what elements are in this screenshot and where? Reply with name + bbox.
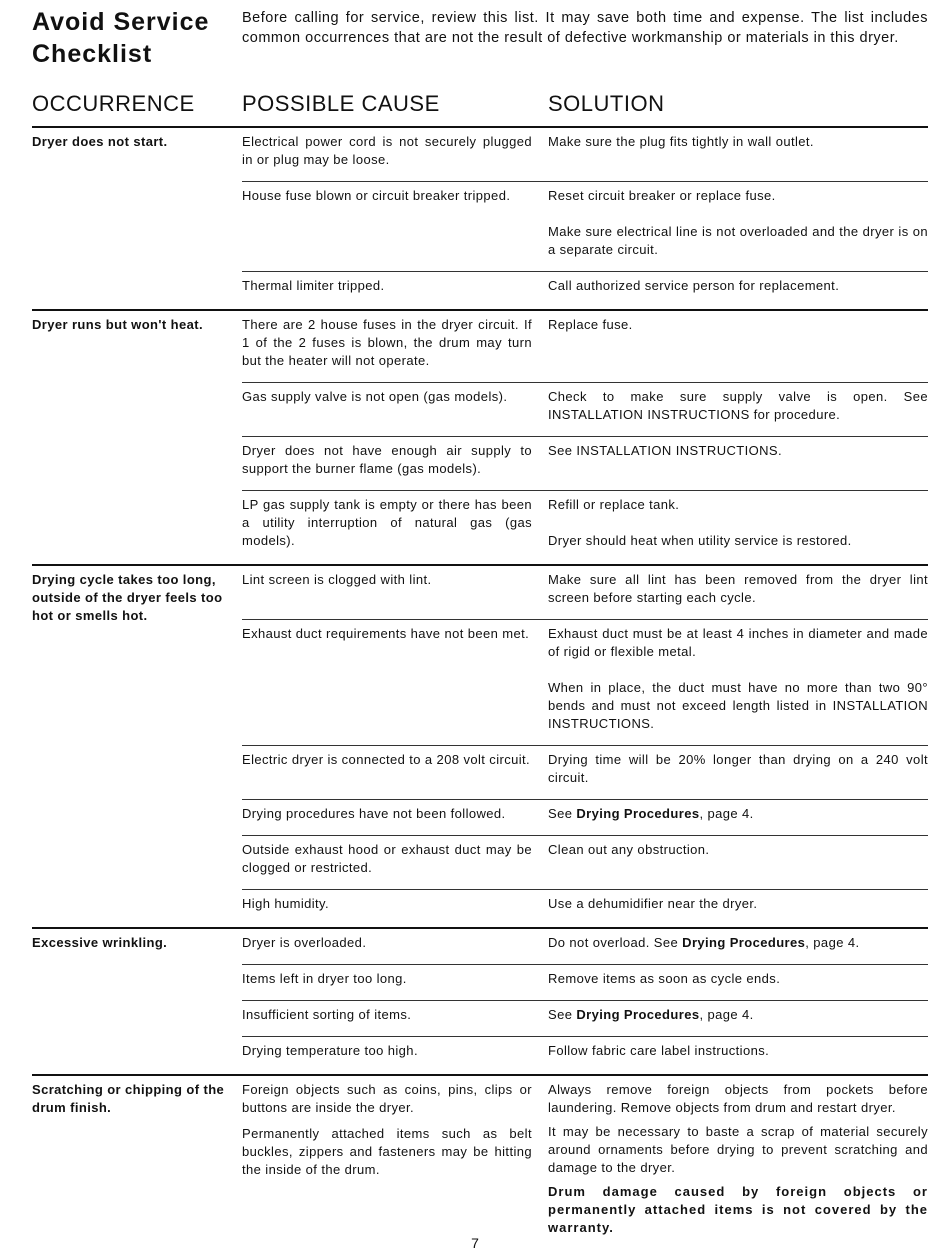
solution-text: Exhaust duct must be at least 4 inches in diameter and made of rigid or flexible metal. <box>548 626 928 659</box>
solution-text: Make sure the plug fits tightly in wall outlet. <box>548 134 814 149</box>
occurrence-group <box>32 927 928 1074</box>
cause-cell <box>242 1081 548 1243</box>
column-header-cause: POSSIBLE CAUSE <box>242 91 440 116</box>
table-row <box>242 1076 928 1247</box>
cause-cell: High humidity. <box>242 896 330 911</box>
cause-cell: Electric dryer is connected to a 208 volt circuit. <box>242 752 531 767</box>
solution-text <box>548 934 928 952</box>
solution-text-part: See <box>548 1007 577 1022</box>
solution-cell <box>548 934 928 952</box>
table-row <box>242 929 928 964</box>
warranty-warning: Drum damage caused by foreign objects or permanently attached items is not covered by the warranty. <box>548 1184 928 1235</box>
solution-cell <box>548 895 928 913</box>
solution-cell <box>548 133 928 169</box>
solution-text: Clean out any obstruction. <box>548 842 710 857</box>
solution-cell <box>548 625 928 733</box>
occurrence-label: Dryer runs but won't heat. <box>32 317 203 332</box>
solution-text <box>548 1006 928 1024</box>
table-row <box>242 382 928 436</box>
page-number: 7 <box>471 1235 479 1251</box>
solution-text: Refill or replace tank. <box>548 497 680 512</box>
cause-cell: Lint screen is clogged with lint. <box>242 572 432 587</box>
cause-cell: Gas supply valve is not open (gas models). <box>242 389 508 404</box>
table-row <box>242 745 928 799</box>
solution-text: Dryer should heat when utility service is restored. <box>548 533 852 548</box>
solution-cell <box>548 841 928 877</box>
cause-text: Foreign objects such as coins, pins, clips or buttons are inside the dryer. <box>242 1082 532 1115</box>
solution-cell <box>548 1006 928 1024</box>
cause-cell: Exhaust duct requirements have not been met. <box>242 626 530 641</box>
table-row <box>242 1000 928 1036</box>
solution-text: Call authorized service person for replacement. <box>548 278 840 293</box>
solution-cell <box>548 805 928 823</box>
table-row <box>242 436 928 490</box>
solution-text: It may be necessary to baste a scrap of material securely around ornaments before drying to prevent scratching and damage to the dryer. <box>548 1124 928 1175</box>
solution-cell <box>548 442 928 478</box>
cause-rows <box>242 566 928 925</box>
solution-text: Reset circuit breaker or replace fuse. <box>548 188 776 203</box>
occurrence-label: Excessive wrinkling. <box>32 935 168 950</box>
solution-cell <box>548 571 928 607</box>
occurrence-label: Scratching or chipping of the drum finish. <box>32 1082 225 1115</box>
occurrence-group <box>32 564 928 927</box>
solution-text-part: Do not overload. See <box>548 935 683 950</box>
solution-text <box>548 805 928 823</box>
cause-cell: Electrical power cord is not securely plugged in or plug may be loose. <box>242 134 532 167</box>
solution-cell <box>548 496 928 550</box>
cause-rows <box>242 1076 928 1247</box>
cause-cell: House fuse blown or circuit breaker tripped. <box>242 188 511 203</box>
solution-cell <box>548 1081 928 1243</box>
cause-rows <box>242 128 928 307</box>
solution-text: Make sure electrical line is not overloaded and the dryer is on a separate circuit. <box>548 224 928 257</box>
cause-cell: Dryer does not have enough air supply to support the burner flame (gas models). <box>242 443 532 476</box>
occurrence-group <box>32 126 928 309</box>
solution-cell <box>548 388 928 424</box>
cause-cell: Insufficient sorting of items. <box>242 1007 412 1022</box>
solution-text: Follow fabric care label instructions. <box>548 1043 770 1058</box>
cause-cell: Items left in dryer too long. <box>242 971 407 986</box>
cross-reference: Drying Procedures <box>576 1007 700 1022</box>
column-header-occurrence: OCCURRENCE <box>32 91 195 116</box>
table-row <box>242 964 928 1000</box>
table-row <box>242 799 928 835</box>
table-row <box>242 889 928 925</box>
cross-reference: Drying Procedures <box>576 806 700 821</box>
solution-text-part: , page 4. <box>699 806 754 821</box>
table-row <box>242 311 928 382</box>
solution-text: Remove items as soon as cycle ends. <box>548 971 781 986</box>
checklist-table <box>32 126 928 1249</box>
solution-cell <box>548 316 928 370</box>
solution-text: Make sure all lint has been removed from the dryer lint screen before starting each cycle. <box>548 572 928 605</box>
cause-cell: Drying temperature too high. <box>242 1043 418 1058</box>
solution-cell <box>548 970 928 988</box>
solution-text-part: , page 4. <box>805 935 860 950</box>
cause-cell: Drying procedures have not been followed. <box>242 806 506 821</box>
table-row <box>242 566 928 619</box>
cause-rows <box>242 929 928 1072</box>
solution-cell <box>548 277 928 295</box>
solution-text: See INSTALLATION INSTRUCTIONS. <box>548 443 783 458</box>
table-row <box>242 490 928 562</box>
cause-cell: LP gas supply tank is empty or there has been a utility interruption of natural gas (gas models). <box>242 497 532 548</box>
occurrence-group <box>32 309 928 564</box>
table-row <box>242 619 928 745</box>
solution-text: When in place, the duct must have no more than two 90° bends and must not exceed length listed in INSTALLATION INSTRUCTIONS. <box>548 680 928 731</box>
table-row <box>242 1036 928 1072</box>
solution-text: Use a dehumidifier near the dryer. <box>548 896 758 911</box>
cause-text: Permanently attached items such as belt buckles, zippers and fasteners may be hitting the inside of the drum. <box>242 1126 532 1177</box>
cross-reference: Drying Procedures <box>682 935 806 950</box>
solution-cell <box>548 1042 928 1060</box>
solution-text: Drying time will be 20% longer than drying on a 240 volt circuit. <box>548 752 928 785</box>
solution-text-part: See <box>548 806 577 821</box>
cause-cell: Outside exhaust hood or exhaust duct may be clogged or restricted. <box>242 842 532 875</box>
solution-text-part: , page 4. <box>699 1007 754 1022</box>
intro-paragraph: Before calling for service, review this list. It may save both time and expense. The list includes common occurrences that are not the result of defective workmanship or materials in this dryer. <box>242 10 928 46</box>
page-header <box>32 6 928 76</box>
occurrence-label: Dryer does not start. <box>32 134 168 149</box>
solution-text: Replace fuse. <box>548 317 633 332</box>
solution-cell <box>548 751 928 787</box>
solution-text: Check to make sure supply valve is open. See INSTALLATION INSTRUCTIONS for procedure. <box>548 389 928 422</box>
table-row <box>242 181 928 271</box>
solution-cell <box>548 187 928 259</box>
page-title: Avoid Service Checklist <box>32 8 210 68</box>
occurrence-label: Drying cycle takes too long, outside of the dryer feels too hot or smells hot. <box>32 572 223 623</box>
occurrence-group <box>32 1074 928 1249</box>
cause-cell: Dryer is overloaded. <box>242 935 367 950</box>
table-row <box>242 835 928 889</box>
column-header-solution: SOLUTION <box>548 91 665 116</box>
table-row <box>242 271 928 307</box>
table-row <box>242 128 928 181</box>
cause-rows <box>242 311 928 562</box>
occurrence-groups <box>32 126 928 1074</box>
cause-cell: There are 2 house fuses in the dryer circuit. If 1 of the 2 fuses is blown, the drum may turn but the heater will not operate. <box>242 317 532 368</box>
cause-cell: Thermal limiter tripped. <box>242 278 385 293</box>
solution-text: Always remove foreign objects from pockets before laundering. Remove objects from drum and restart dryer. <box>548 1082 928 1115</box>
